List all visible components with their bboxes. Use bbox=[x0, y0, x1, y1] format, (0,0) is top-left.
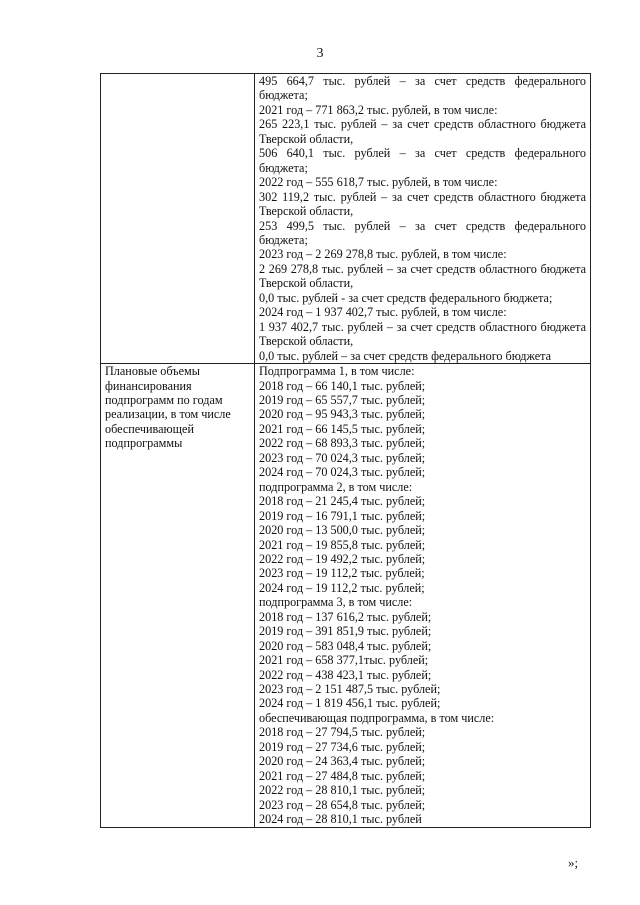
list-item: подпрограмма 2, в том числе: bbox=[259, 479, 413, 494]
list-item: 0,0 тыс. рублей - за счет средств федерального бюджета; bbox=[259, 290, 553, 305]
list-item: 2024 год – 28 810,1 тыс. рублей bbox=[259, 812, 422, 827]
list-item: 2021 год – 66 145,5 тыс. рублей; bbox=[259, 421, 426, 436]
list-item: 2022 год – 19 492,2 тыс. рублей; bbox=[259, 551, 426, 566]
list-item: Подпрограмма 1, в том числе: bbox=[259, 364, 415, 379]
row1-content-cell bbox=[255, 74, 591, 364]
list-item: 2018 год – 66 140,1 тыс. рублей; bbox=[259, 378, 426, 393]
row1-label-cell bbox=[101, 74, 255, 364]
list-item: 2024 год – 70 024,3 тыс. рублей; bbox=[259, 465, 426, 480]
list-item: 2021 год – 27 484,8 тыс. рублей; bbox=[259, 768, 426, 783]
list-item: 2020 год – 13 500,0 тыс. рублей; bbox=[259, 523, 426, 538]
list-item: обеспечивающая подпрограмма, в том числе: bbox=[259, 710, 495, 725]
list-item: 2021 год – 19 855,8 тыс. рублей; bbox=[259, 537, 426, 552]
list-item: 2018 год – 21 245,4 тыс. рублей; bbox=[259, 494, 426, 509]
table-row bbox=[101, 364, 591, 828]
table-row bbox=[101, 74, 591, 364]
list-item: 2023 год – 2 269 278,8 тыс. рублей, в том числе: bbox=[259, 247, 507, 262]
list-item: 2022 год – 555 618,7 тыс. рублей, в том числе: bbox=[259, 175, 498, 190]
list-item: 2023 год – 70 024,3 тыс. рублей; bbox=[259, 450, 426, 465]
list-item: подпрограмма 3, в том числе: bbox=[259, 595, 413, 610]
list-item: 2023 год – 28 654,8 тыс. рублей; bbox=[259, 797, 426, 812]
list-item: 2020 год – 24 363,4 тыс. рублей; bbox=[259, 754, 426, 769]
row2-content-cell bbox=[255, 364, 591, 828]
list-item: 2020 год – 583 048,4 тыс. рублей; bbox=[259, 638, 432, 653]
list-item: 2 269 278,8 тыс. рублей – за счет средств областного бюджета Тверской области, bbox=[259, 261, 586, 291]
list-item: 2018 год – 27 794,5 тыс. рублей; bbox=[259, 725, 426, 740]
list-item: 2019 год – 27 734,6 тыс. рублей; bbox=[259, 739, 426, 754]
list-item: 2022 год – 68 893,3 тыс. рублей; bbox=[259, 436, 426, 451]
list-item: 2021 год – 771 863,2 тыс. рублей, в том числе: bbox=[259, 102, 498, 117]
list-item: 2018 год – 137 616,2 тыс. рублей; bbox=[259, 609, 432, 624]
list-item: 265 223,1 тыс. рублей – за счет средств областного бюджета Тверской области, bbox=[259, 117, 586, 146]
page-number: 3 bbox=[316, 46, 324, 61]
row2-label-cell: Плановые объемы финансирования подпрограмм по годам реализации, в том числе обеспечивающей подпрограммы bbox=[101, 364, 255, 828]
list-item: 2023 год – 2 151 487,5 тыс. рублей; bbox=[259, 682, 441, 697]
closing-quote-mark: »; bbox=[568, 855, 579, 870]
list-item: 2022 год – 438 423,1 тыс. рублей; bbox=[259, 667, 432, 682]
list-item: 506 640,1 тыс. рублей – за счет средств федерального бюджета; bbox=[259, 146, 586, 175]
list-item: 2024 год – 1 937 402,7 тыс. рублей, в том числе: bbox=[259, 305, 507, 320]
list-item: 2019 год – 16 791,1 тыс. рублей; bbox=[259, 508, 426, 523]
list-item: 2024 год – 1 819 456,1 тыс. рублей; bbox=[259, 696, 441, 711]
list-item: 2022 год – 28 810,1 тыс. рублей; bbox=[259, 783, 426, 798]
list-item: 2019 год – 65 557,7 тыс. рублей; bbox=[259, 392, 426, 407]
list-item: 253 499,5 тыс. рублей – за счет средств федерального бюджета; bbox=[259, 218, 586, 247]
list-item: 302 119,2 тыс. рублей – за счет средств областного бюджета Тверской области, bbox=[259, 189, 586, 219]
list-item: 2020 год – 95 943,3 тыс. рублей; bbox=[259, 407, 426, 422]
list-item: 2024 год – 19 112,2 тыс. рублей; bbox=[259, 580, 425, 595]
list-item: 495 664,7 тыс. рублей – за счет средств федерального бюджета; bbox=[259, 74, 586, 103]
list-item: 2021 год – 658 377,1тыс. рублей; bbox=[259, 653, 429, 668]
financing-table bbox=[100, 73, 591, 828]
list-item: 1 937 402,7 тыс. рублей – за счет средств областного бюджета Тверской области, bbox=[259, 319, 586, 349]
list-item: 2023 год – 19 112,2 тыс. рублей; bbox=[259, 566, 425, 581]
list-item: 0,0 тыс. рублей – за счет средств федерального бюджета bbox=[259, 348, 551, 363]
list-item: 2019 год – 391 851,9 тыс. рублей; bbox=[259, 624, 432, 639]
